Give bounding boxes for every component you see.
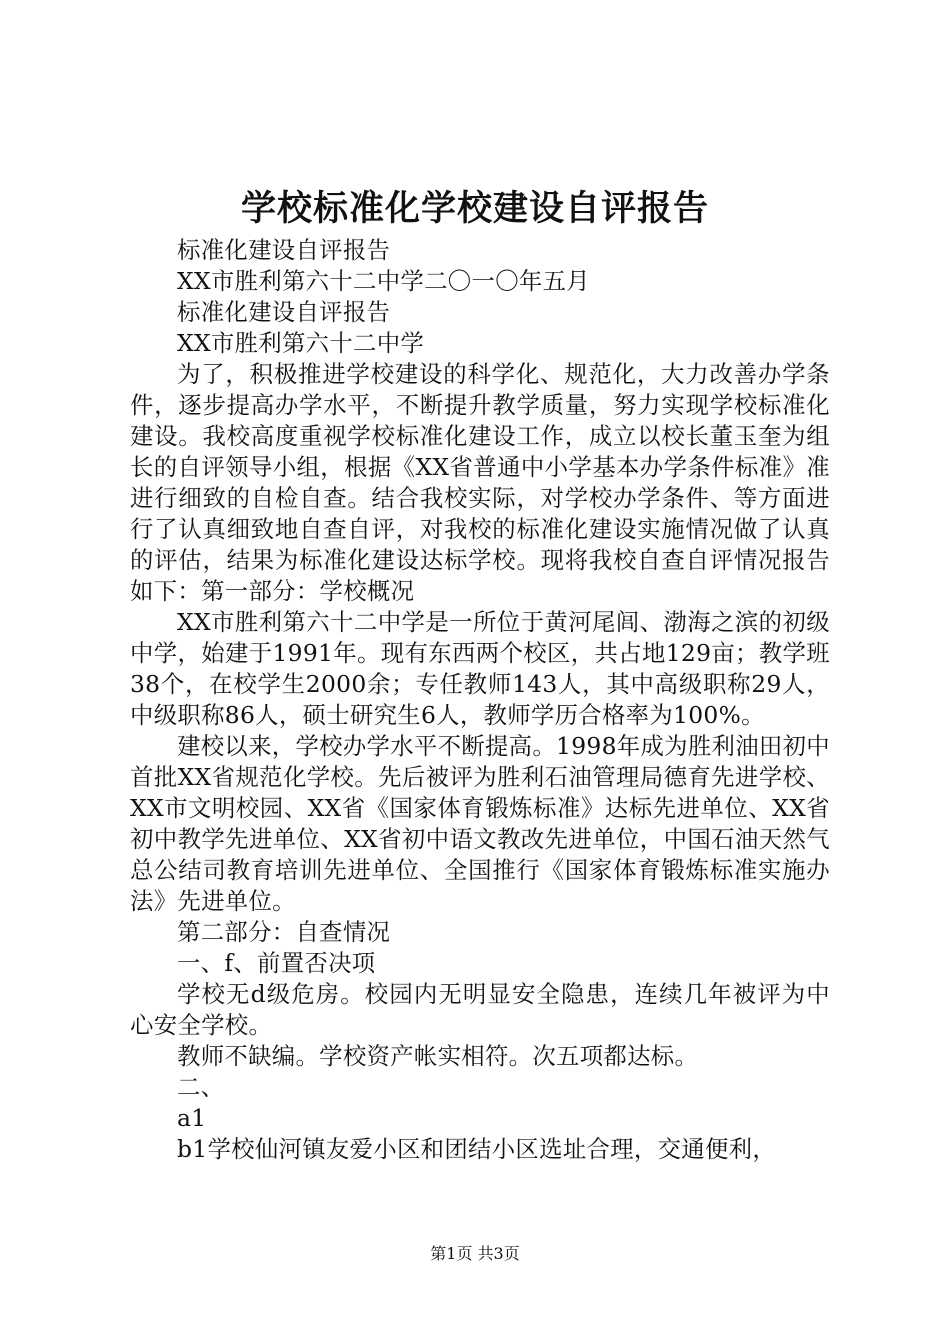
section-heading-self-check: 第二部分：自查情况 <box>177 918 391 946</box>
section-heading-two: 二、 <box>177 1073 225 1101</box>
paragraph-safety: 学校无d级危房。校园内无明显安全隐患，连续几年被评为中心安全学校。 <box>130 980 830 1039</box>
page-footer: 第1页 共3页 <box>430 1244 520 1263</box>
paragraph-school-honors: 建校以来，学校办学水平不断提高。1998年成为胜利油田初中首批XX省规范化学校。先后被评为胜利石油管理局德育先进学校、XX市文明校园、XX省《国家体育锻炼标准》达标先进单位、XX省初中教学先进单位、XX省初中语文教改先进单位，中国石油天然气总公结司教育培训先进单位、全国推行《国家体育锻炼标准实施办法》先进单位。 <box>130 732 830 915</box>
item-b1: b1学校仙河镇友爱小区和团结小区选址合理，交通便利， <box>177 1135 777 1163</box>
document-body <box>130 235 830 1165</box>
paragraph-staffing: 教师不缺编。学校资产帐实相符。次五项都达标。 <box>177 1042 699 1070</box>
paragraph-school-overview: XX市胜利第六十二中学是一所位于黄河尾闾、渤海之滨的初级中学，始建于1991年。现有东西两个校区，共占地129亩；教学班38个，在校学生2000余；专任教师143人，其中高级职称29人，中级职称86人，硕士研究生6人，教师学历合格率为100%。 <box>130 608 830 729</box>
paragraph-school-name: XX市胜利第六十二中学 <box>177 329 425 357</box>
document-title: 学校标准化学校建设自评报告 <box>240 188 709 229</box>
item-a1: a1 <box>177 1104 207 1132</box>
paragraph-subtitle: 标准化建设自评报告 <box>177 236 391 264</box>
section-heading-veto-items: 一、f、前置否决项 <box>177 949 376 977</box>
paragraph-subtitle-repeat: 标准化建设自评报告 <box>177 298 391 326</box>
paragraph-introduction: 为了，积极推进学校建设的科学化、规范化，大力改善办学条件，逐步提高办学水平，不断提升教学质量，努力实现学校标准化建设。我校高度重视学校标准化建设工作，成立以校长董玉奎为组长的自评领导小组，根据《XX省普通中小学基本办学条件标准》准进行细致的自检自查。结合我校实际，对学校办学条件、等方面进行了认真细致地自查自评，对我校的标准化建设实施情况做了认真的评估，结果为标准化建设达标学校。现将我校自查自评情况报告如下：第一部分：学校概况 <box>130 360 830 605</box>
paragraph-school-date: XX市胜利第六十二中学二〇一〇年五月 <box>177 267 590 295</box>
